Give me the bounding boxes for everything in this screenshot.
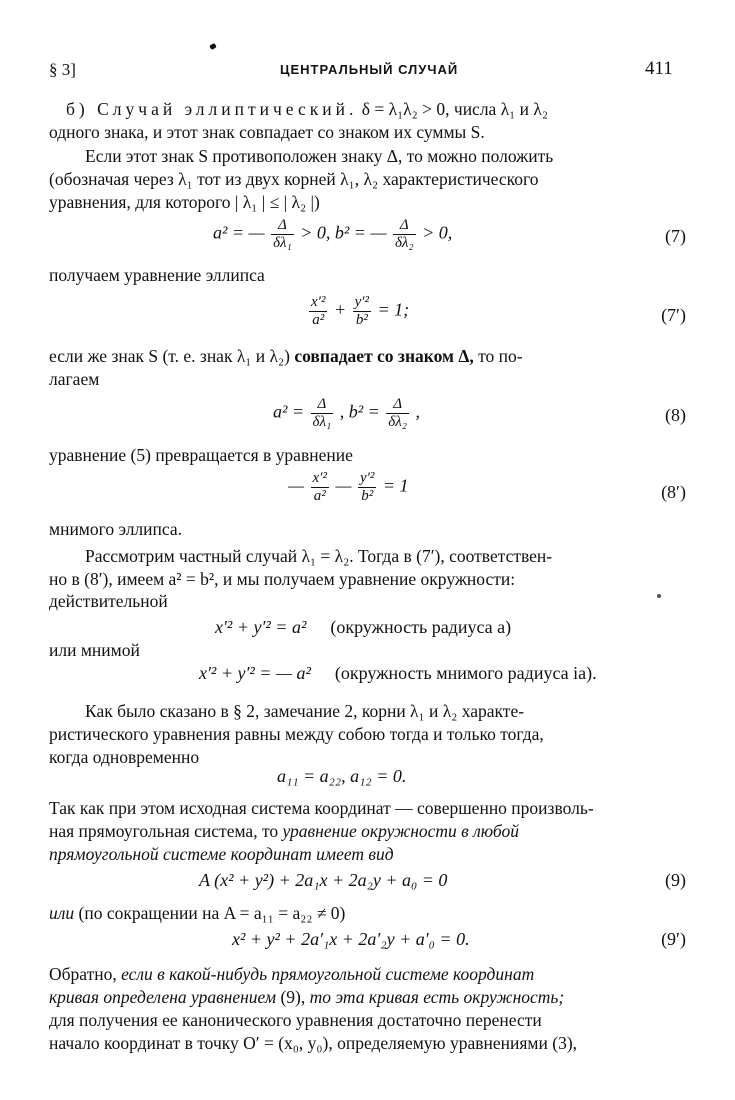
numerator: Δ	[271, 217, 294, 235]
formula-coeffs: a₁₁ = a₂₂, a₁₂ = 0.	[277, 766, 407, 786]
para-elliptic-line2: одного знака, и этот знак совпадает со знаком их суммы S.	[49, 122, 485, 142]
formula-8-end: ,	[415, 401, 420, 422]
para-sign-line2: (обозначая через λ₁ тот из двух корней λ₁, λ₂ характеристического	[49, 169, 539, 189]
formula-9: A (x² + y²) + 2a₁x + 2a₂y + a₀ = 0	[199, 870, 448, 890]
italic-run: кривая определена уравнением	[49, 987, 277, 1007]
formula-7p-end: = 1;	[377, 299, 410, 320]
section-marker: § 3]	[49, 60, 76, 79]
denominator: δλ₁	[273, 235, 292, 251]
fraction	[393, 217, 416, 252]
para-imaginary-ellipse: мнимого эллипса.	[49, 519, 183, 539]
para-eq5: уравнение (5) превращается в уравнение	[49, 445, 353, 465]
running-title: ЦЕНТРАЛЬНЫЙ СЛУЧАЙ	[280, 62, 459, 77]
para-arbitrary-line3	[49, 843, 394, 865]
fraction	[271, 217, 294, 252]
italic-run: или	[49, 903, 75, 923]
denominator: δλ₂	[388, 414, 407, 430]
text-run: (9),	[276, 987, 310, 1007]
formula-imaginary-circle	[199, 663, 597, 684]
text-run: (по сокращении на A = a₁₁ = a₂₂ ≠ 0)	[74, 903, 346, 923]
para-converse-line2	[49, 986, 564, 1008]
numerator: x′²	[311, 294, 326, 310]
formula-7	[213, 217, 452, 252]
denominator: a²	[312, 312, 325, 328]
numerator: y′²	[359, 470, 375, 486]
italic-run: уравнение окружности в любой	[282, 821, 519, 841]
equation-note: (окружность мнимого радиуса ia).	[334, 663, 597, 683]
para-special-case-line1: Рассмотрим частный случай λ₁ = λ₂. Тогда в (7′), соответствен-	[85, 546, 553, 566]
fraction	[386, 396, 409, 431]
fraction	[309, 294, 327, 329]
para-sign-line1: Если этот знак S противоположен знаку Δ, то можно положить	[85, 146, 554, 166]
formula-8p-end: = 1	[382, 475, 409, 496]
equation-number-7: (7)	[665, 226, 686, 246]
formula-8-a: a² =	[273, 401, 305, 422]
text-run: то по-	[473, 346, 523, 366]
bold-run: совпадает со знаком Δ,	[294, 346, 474, 366]
minus-sign: —	[335, 475, 352, 496]
para-sign-line3: уравнения, для которого | λ₁ | ≤ | λ₂ |)	[49, 192, 320, 212]
equation-number-8-prime: (8′)	[661, 482, 686, 502]
page-number: 411	[645, 58, 673, 79]
para-arbitrary-line1: Так как при этом исходная система координат — совершенно произволь-	[49, 798, 594, 818]
formula-7-a: a² = —	[213, 222, 265, 243]
equation-note: (окружность радиуса a)	[330, 617, 512, 637]
numerator: Δ	[311, 396, 334, 414]
equation-number-9-prime: (9′)	[661, 929, 686, 949]
numerator: y′²	[354, 294, 370, 310]
formula-7-end: > 0,	[422, 222, 453, 243]
plus-sign: +	[333, 299, 347, 320]
ink-dot	[657, 594, 661, 598]
para-same-sign-line1	[49, 345, 523, 367]
para-or-imaginary: или мнимой	[49, 640, 140, 660]
para-converse-line4: начало координат в точку O′ = (x₀, y₀), определяемую уравнениями (3),	[49, 1033, 578, 1053]
text-run: если же знак S (т. е. знак λ₁ и λ₂)	[49, 346, 295, 366]
equation-number-7-prime: (7′)	[661, 305, 686, 325]
para-converse-line3: для получения ее канонического уравнения достаточно перенести	[49, 1010, 542, 1030]
para-special-case-line3: действительной	[49, 591, 168, 611]
formula-8-prime	[288, 470, 409, 505]
denominator: b²	[361, 488, 374, 504]
para-elliptic-line1	[66, 98, 548, 120]
formula-7-prime	[307, 294, 409, 329]
para-arbitrary-line2	[49, 820, 519, 842]
text-run: Обратно,	[49, 964, 122, 984]
denominator: δλ₂	[394, 235, 414, 251]
italic-run: то эта кривая есть окружность;	[309, 987, 565, 1007]
para-remark-line1: Как было сказано в § 2, замечание 2, корни λ₁ и λ₂ характе-	[85, 701, 525, 721]
fraction	[311, 470, 329, 505]
fraction	[353, 294, 371, 329]
minus-sign: —	[288, 475, 305, 496]
italic-run: прямоугольной системе координат имеет вид	[49, 844, 394, 864]
para-remark-line2: ристического уравнения равны между собою тогда и только тогда,	[49, 724, 544, 744]
para-same-sign-line2: лагаем	[49, 369, 100, 389]
formula-9-prime: x² + y² + 2a′₁x + 2a′₂y + a′₀ = 0.	[232, 929, 470, 949]
equation: x′² + y′² = a²	[215, 617, 307, 637]
equation: x′² + y′² = — a²	[199, 663, 311, 683]
text-run: ная прямоугольная система, то	[49, 821, 283, 841]
formula-real-circle	[215, 617, 511, 638]
formula-7-mid: > 0, b² = —	[300, 222, 387, 243]
numerator: Δ	[393, 217, 416, 235]
equation-number-8: (8)	[665, 405, 686, 425]
formula-8	[273, 396, 420, 431]
para-ellipse-intro: получаем уравнение эллипса	[49, 265, 265, 285]
fraction	[358, 470, 376, 505]
numerator: x′²	[312, 470, 327, 486]
numerator: Δ	[386, 396, 409, 414]
para-or-reduce	[49, 902, 345, 924]
para-converse-line1	[49, 963, 534, 985]
case-condition: δ = λ₁λ₂ > 0, числа λ₁ и λ₂	[357, 99, 548, 119]
formula-8-mid: , b² =	[339, 401, 380, 422]
equation-number-9: (9)	[665, 870, 686, 890]
case-heading: б) Случай эллиптический.	[66, 99, 358, 119]
ink-blot	[209, 43, 217, 50]
fraction	[311, 396, 334, 431]
denominator: b²	[355, 312, 368, 328]
para-special-case-line2: но в (8′), имеем a² = b², и мы получаем уравнение окружности:	[49, 569, 516, 589]
italic-run: если в какой-нибудь прямоугольной системе координат	[121, 964, 535, 984]
denominator: a²	[313, 488, 326, 504]
para-remark-line3: когда одновременно	[49, 747, 200, 767]
denominator: δλ₁	[312, 414, 332, 430]
